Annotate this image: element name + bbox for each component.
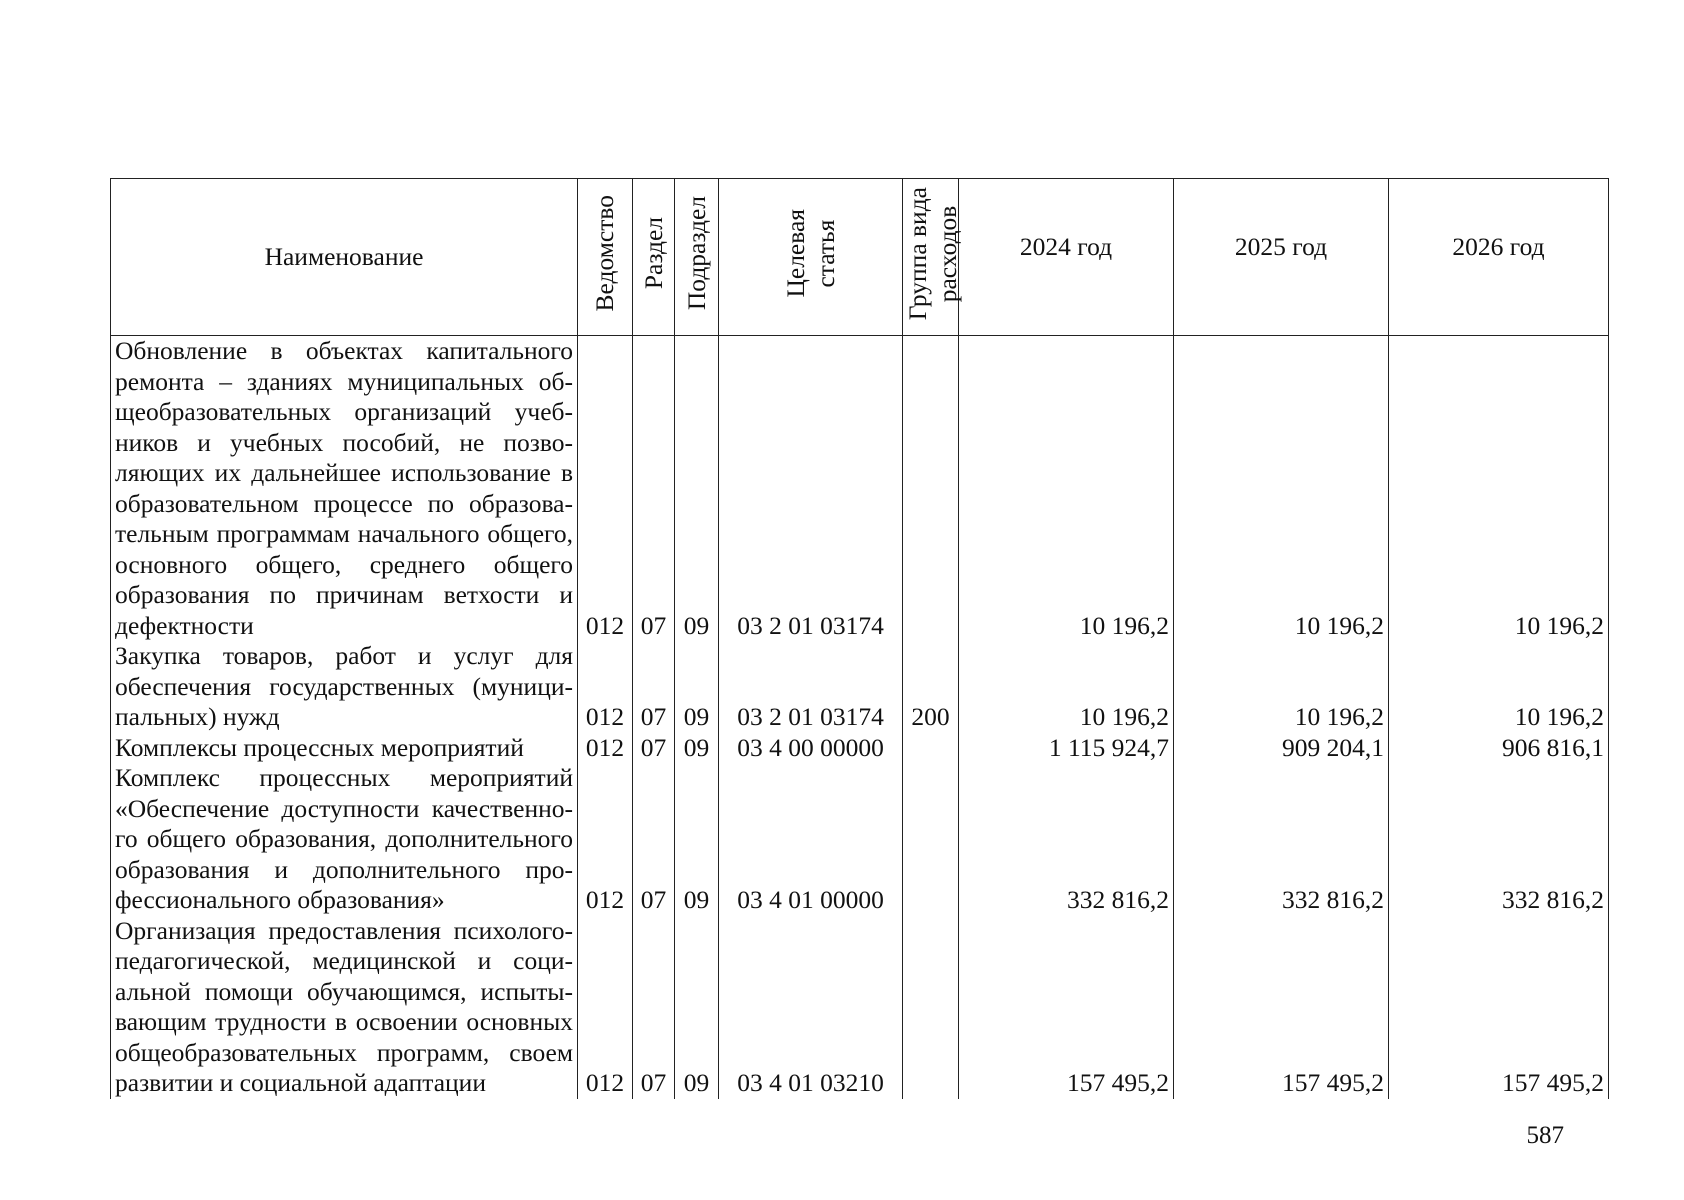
row-2026: 157 495,2 bbox=[1389, 916, 1609, 1099]
row-department: 012 bbox=[578, 763, 633, 916]
row-subsection: 09 bbox=[675, 733, 719, 764]
row-2024: 1 115 924,7 bbox=[959, 733, 1174, 764]
row-department: 012 bbox=[578, 916, 633, 1099]
header-expense-group: Группа вида расходов bbox=[903, 179, 959, 336]
row-2026: 906 816,1 bbox=[1389, 733, 1609, 764]
budget-table bbox=[110, 178, 1609, 1099]
row-expense-group bbox=[903, 336, 959, 642]
row-name: Закупка товаров, работ и услуг для обеспечения государственных (муниципальных) нужд bbox=[111, 641, 578, 733]
header-2025: 2025 год bbox=[1174, 179, 1389, 336]
row-2026: 10 196,2 bbox=[1389, 641, 1609, 733]
row-expense-group: 200 bbox=[903, 641, 959, 733]
row-section: 07 bbox=[633, 336, 675, 642]
row-expense-group bbox=[903, 763, 959, 916]
page-number: 587 bbox=[1526, 1122, 1564, 1149]
header-2026: 2026 год bbox=[1389, 179, 1609, 336]
row-subsection: 09 bbox=[675, 336, 719, 642]
header-subsection: Подраздел bbox=[675, 179, 719, 336]
row-2025: 909 204,1 bbox=[1174, 733, 1389, 764]
table-header-row bbox=[111, 179, 1609, 336]
row-target-item: 03 4 00 00000 bbox=[719, 733, 903, 764]
header-target-item: Целевая статья bbox=[719, 179, 903, 336]
row-2024: 332 816,2 bbox=[959, 763, 1174, 916]
row-section: 07 bbox=[633, 733, 675, 764]
row-expense-group bbox=[903, 916, 959, 1099]
header-department: Ведомство bbox=[578, 179, 633, 336]
row-subsection: 09 bbox=[675, 763, 719, 916]
row-target-item: 03 2 01 03174 bbox=[719, 336, 903, 642]
row-2026: 332 816,2 bbox=[1389, 763, 1609, 916]
table-row bbox=[111, 336, 1609, 642]
header-section: Раздел bbox=[633, 179, 675, 336]
row-name: Комплексы процессных мероприятий bbox=[111, 733, 578, 764]
row-2025: 10 196,2 bbox=[1174, 641, 1389, 733]
row-2024: 157 495,2 bbox=[959, 916, 1174, 1099]
row-target-item: 03 2 01 03174 bbox=[719, 641, 903, 733]
header-2024: 2024 год bbox=[959, 179, 1174, 336]
row-subsection: 09 bbox=[675, 641, 719, 733]
row-section: 07 bbox=[633, 916, 675, 1099]
row-department: 012 bbox=[578, 336, 633, 642]
row-name: Комплекс процессных мероприятий «Обеспечение доступности качественного общего образования, дополнительного образования и дополнительного профессионального образования» bbox=[111, 763, 578, 916]
table-row bbox=[111, 733, 1609, 764]
row-target-item: 03 4 01 00000 bbox=[719, 763, 903, 916]
row-expense-group bbox=[903, 733, 959, 764]
row-section: 07 bbox=[633, 763, 675, 916]
row-2025: 157 495,2 bbox=[1174, 916, 1389, 1099]
row-department: 012 bbox=[578, 641, 633, 733]
row-name: Организация предоставления психолого-педагогической, медицинской и социальной помощи обучающимся, испытывающим трудности в освоении основных общеобразовательных программ, своем развитии и социальной адаптации bbox=[111, 916, 578, 1099]
row-target-item: 03 4 01 03210 bbox=[719, 916, 903, 1099]
header-name: Наименование bbox=[111, 179, 578, 336]
row-name: Обновление в объектах капитального ремонта – зданиях муниципальных общеобразовательных организаций учебников и учебных пособий, не позволяющих их дальнейшее использование в образовательном процессе по образовательным программам начального общего, основного общего, среднего общего образования по причинам ветхости и дефектности bbox=[111, 336, 578, 642]
table-row bbox=[111, 763, 1609, 916]
table-row bbox=[111, 916, 1609, 1099]
table-row bbox=[111, 641, 1609, 733]
row-subsection: 09 bbox=[675, 916, 719, 1099]
row-2025: 10 196,2 bbox=[1174, 336, 1389, 642]
row-department: 012 bbox=[578, 733, 633, 764]
row-section: 07 bbox=[633, 641, 675, 733]
row-2025: 332 816,2 bbox=[1174, 763, 1389, 916]
row-2024: 10 196,2 bbox=[959, 336, 1174, 642]
row-2026: 10 196,2 bbox=[1389, 336, 1609, 642]
row-2024: 10 196,2 bbox=[959, 641, 1174, 733]
